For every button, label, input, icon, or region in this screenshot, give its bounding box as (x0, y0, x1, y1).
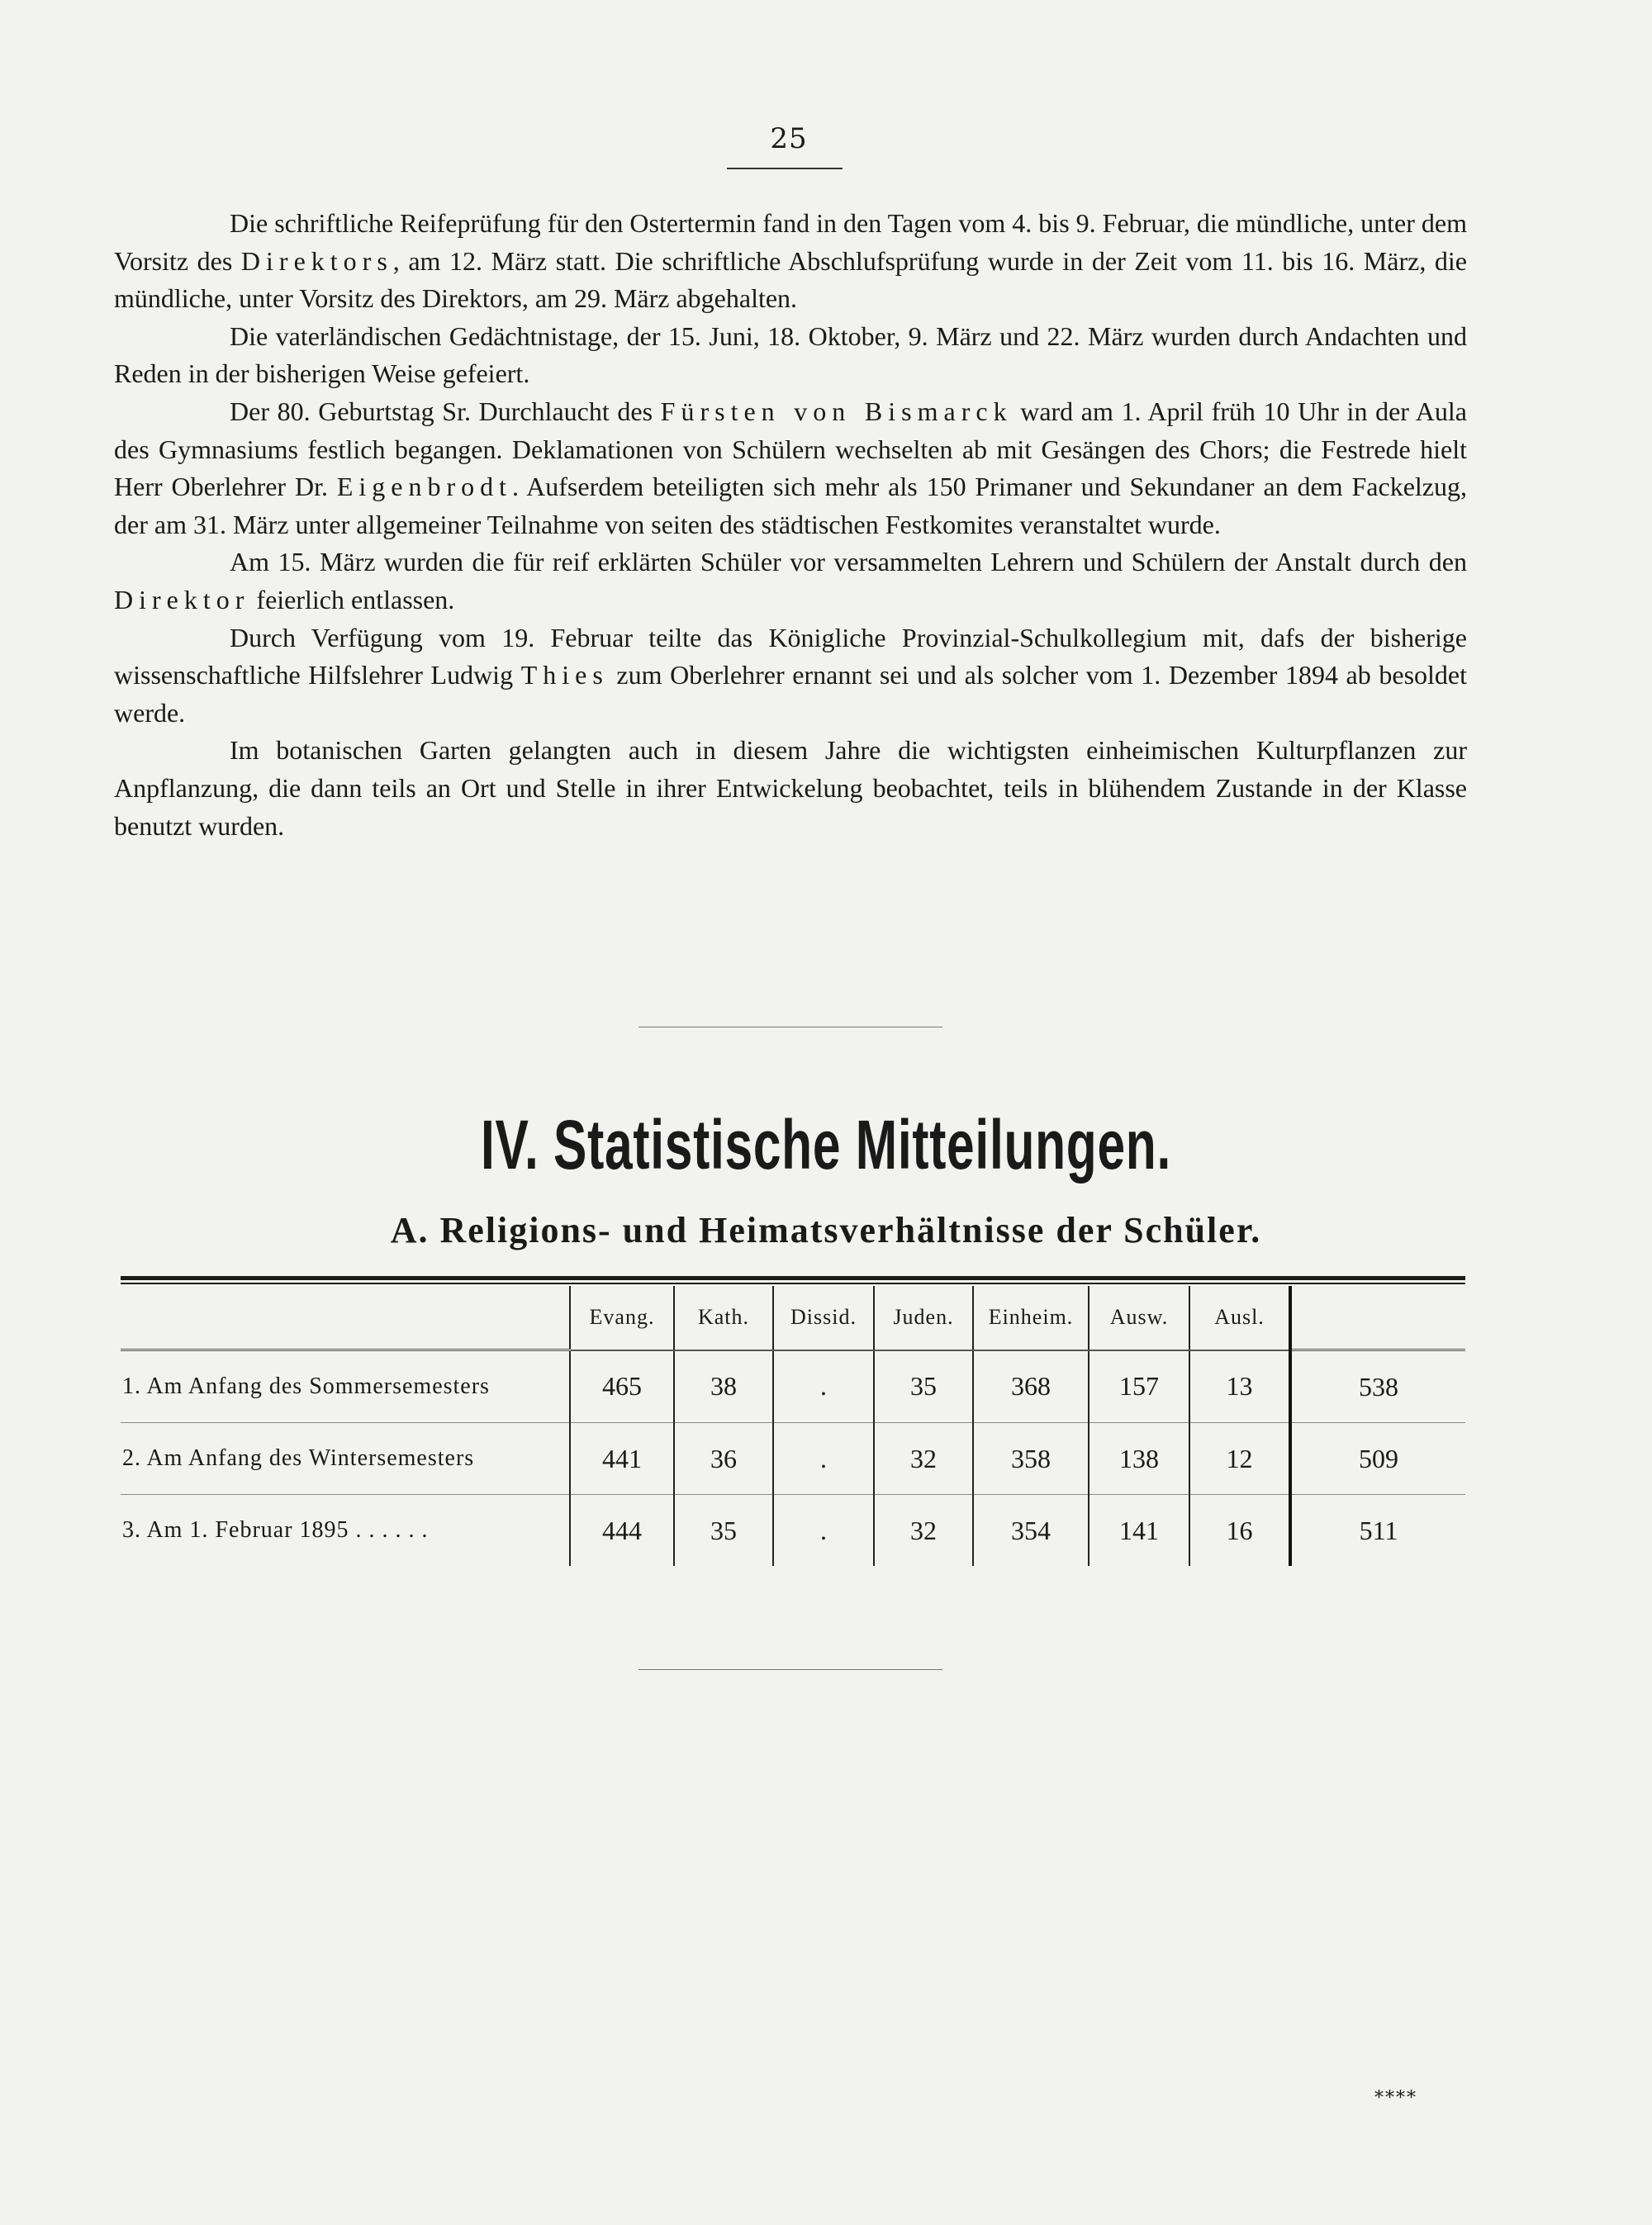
table-cell: 368 (973, 1350, 1089, 1423)
emphasis: Thies (520, 660, 609, 690)
emphasis: Fürsten von Bismarck (660, 396, 1013, 426)
table-cell: 32 (874, 1423, 973, 1495)
table-cell: 12 (1189, 1423, 1290, 1495)
table-cell: . (773, 1350, 874, 1423)
body-text (114, 205, 1467, 845)
paragraph-gedaechtnistage: Die vaterländischen Gedächtnistage, der 15. Juni, 18. Oktober, 9. März und 22. März wurden durch Andachten und Reden in der bisherigen Weise gefeiert. (114, 320, 1467, 389)
column-header: Ausw. (1089, 1286, 1189, 1350)
table-cell: 157 (1089, 1350, 1189, 1423)
table-row (121, 1495, 1465, 1567)
table-header-row (121, 1286, 1465, 1350)
paragraph-bismarck: Der 80. Geburtstag Sr. Durchlaucht des Fürsten von Bismarck ward am 1. April früh 10 Uhr in der Aula des Gymnasiums festlich begangen. Deklamationen von Schülern wechselten ab mit Gesängen des Chors; die Festrede hielt Herr Oberlehrer Dr. Eigenbrodt. Aufserdem beteiligten sich mehr als 150 Primaner und Sekundaner an dem Fackelzug, der am 31. März unter allgemeiner Teilnahme von seiten des städtischen Festkomites veranstaltet wurde. (114, 396, 1468, 539)
table-cell: 16 (1189, 1495, 1290, 1567)
table-cell: 38 (674, 1350, 773, 1423)
page-number: 25 (770, 122, 808, 155)
footer-stars: **** (1374, 2088, 1417, 2109)
column-header: Dissid. (773, 1286, 874, 1350)
page-number-rule (727, 168, 843, 169)
column-header: Einheim. (973, 1286, 1089, 1350)
table-cell: 13 (1189, 1350, 1290, 1423)
emphasis: Direktor (114, 584, 250, 614)
column-header (1290, 1286, 1465, 1350)
table-row (121, 1423, 1465, 1495)
table-cell: 465 (570, 1350, 674, 1423)
row-label: 3. Am 1. Februar 1895 . . . . . . (121, 1495, 570, 1567)
table-cell: 444 (570, 1495, 674, 1567)
table-top-rule (121, 1276, 1465, 1280)
paragraph-reifepruefung: Die schriftliche Reifeprüfung für den Ostertermin fand in den Tagen vom 4. bis 9. Februar, die mündliche, unter dem Vorsitz des Direktors, am 12. März statt. Die schriftliche Abschlufsprüfung wurde in der Zeit vom 11. bis 16. März, die mündliche, unter Vorsitz des Direktors, am 29. März abgehalten. (114, 208, 1468, 314)
emphasis: Direktors (240, 245, 393, 276)
row-label: 1. Am Anfang des Sommersemesters (121, 1350, 570, 1423)
table-cell-total: 538 (1290, 1350, 1465, 1423)
column-header: Evang. (570, 1286, 674, 1350)
column-header (121, 1286, 570, 1350)
table-cell: 35 (674, 1495, 773, 1567)
table-row (121, 1350, 1465, 1423)
table-cell: 138 (1089, 1423, 1189, 1495)
paragraph-entlassung: Am 15. März wurden die für reif erklärten Schüler vor versammelten Lehrern und Schülern der Anstalt durch den Direktor feierlich entlassen. (114, 547, 1467, 614)
section-title: IV. Statistische Mitteilungen. (480, 1106, 1172, 1184)
table-cell: 35 (874, 1350, 973, 1423)
paragraph-verfuegung: Durch Verfügung vom 19. Februar teilte das Königliche Provinzial-Schulkollegium mit, dafs der bisherige wissenschaftliche Hilfslehrer Ludwig Thies zum Oberlehrer ernannt sei und als solcher vom 1. Dezember 1894 ab besoldet werde. (114, 622, 1468, 728)
column-header: Kath. (674, 1286, 773, 1350)
table-cell-total: 509 (1290, 1423, 1465, 1495)
table-cell: 358 (973, 1423, 1089, 1495)
table-cell: 141 (1089, 1495, 1189, 1567)
paragraph-botanischer-garten: Im botanischen Garten gelangten auch in diesem Jahre die wichtigsten einheimischen Kulturpflanzen zur Anpflanzung, die dann teils an Ort und Stelle in ihrer Entwickelung beobachtet, teils in blühendem Zustande in der Klasse benutzt wurden. (114, 735, 1467, 841)
subsection-title: A. Religions- und Heimatsverhältnisse der Schüler. (390, 1210, 1262, 1250)
table-cell: 36 (674, 1423, 773, 1495)
emphasis: Eigenbrodt (336, 472, 513, 502)
statistics-table (121, 1286, 1465, 1566)
table-cell: . (773, 1495, 874, 1567)
column-header: Juden. (874, 1286, 973, 1350)
table-cell: 441 (570, 1423, 674, 1495)
table-cell-total: 511 (1290, 1495, 1465, 1567)
column-header: Ausl. (1189, 1286, 1290, 1350)
table-cell: 32 (874, 1495, 973, 1567)
table-top-rule-thin (121, 1283, 1465, 1284)
row-label: 2. Am Anfang des Wintersemesters (121, 1423, 570, 1495)
table-cell: 354 (973, 1495, 1089, 1567)
divider (638, 1669, 942, 1670)
table-cell: . (773, 1423, 874, 1495)
